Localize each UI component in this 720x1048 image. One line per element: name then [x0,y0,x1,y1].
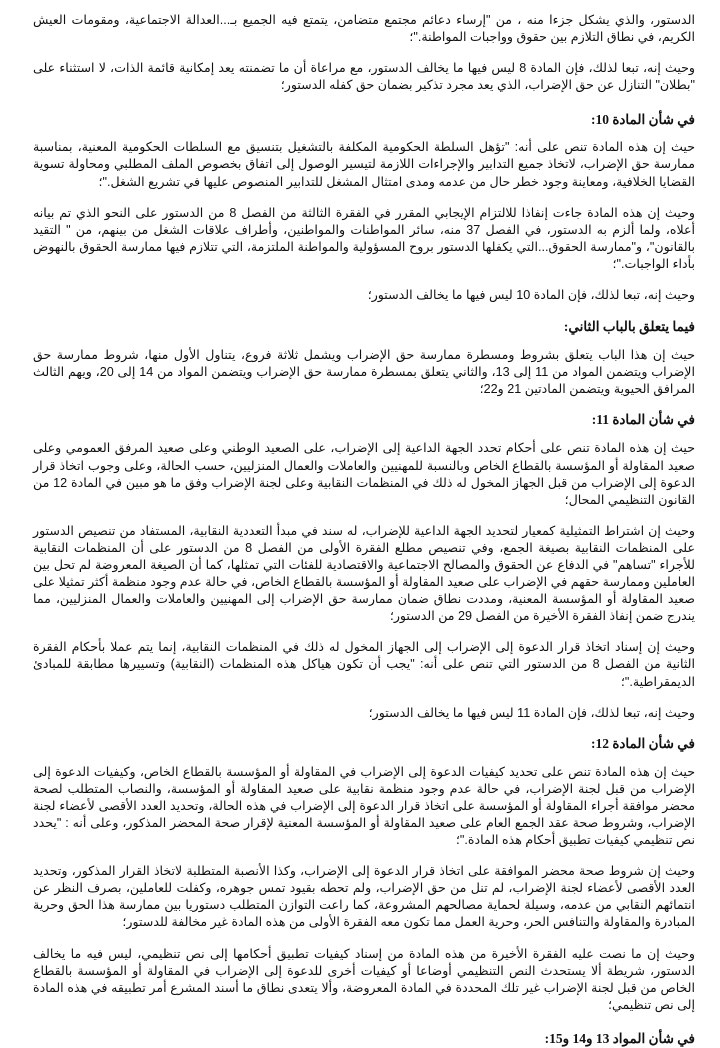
paragraph-article-11-text: حيث إن هذه المادة تنص على أحكام تحدد الجهة الداعية إلى الإضراب، على الصعيد الوطني وعلى صعيد المرفق العمومي وعلى صعيد المقاولة أو المؤسسة بالقطاع الخاص وبالنسبة للمهنيين والعاملات والعمال المنزليين، حسب الحالة، وعلى وجوب اتخاذ قرار الدعوة إلى الإضراب من قبل الجهاز المخول له ذلك في المنظمات النقابية وعلى لجنة الإضراب وفق ما هو مبين في المادة 12 من القانون التنظيمي المحال؛ [33,441,695,507]
paragraph-article-12-text: حيث إن هذه المادة تنص على تحديد كيفيات الدعوة إلى الإضراب في المقاولة أو المؤسسة بالقطاع الخاص، وكيفيات الدعوة إلى الإضراب من قبل لجنة الإضراب، في حالة عدم وجود منظمة نقابية على صعيد المقاولة أو المؤسسة، والنصاب المتطلب لصحة محضر موافقة أجراء المقاولة أو المؤسسة على اتخاذ قرار الدعوة إلى الإضراب في هذه الحالة، وتحديد العدد الأقصى لأعضاء لجنة الإضراب، وشروط صحة عقد الجمع العام على صعيد المقاولة أو المؤسسة المعنية لإقرار صحة المحضر المذكور، وعلى أنه : "يحدد نص تنظيمي كيفيات تطبيق أحكام هذه المادة."؛ [33,764,695,848]
paragraph-article-11-delegation: وحيث إن إسناد اتخاذ قرار الدعوة إلى الإضراب إلى الجهاز المخول له ذلك في المنظمات النقابية، إنما يتم عملا بأحكام الفقرة الثانية من الفصل 8 من الدستور التي تنص على أنه: "يجب أن تكون هياكل هذه المنظمات (النقابية) وتسييرها مطابقة للمبادئ الديمقراطية."؛ [33,640,695,689]
heading-article-10: في شأن المادة 10: [590,112,695,128]
paragraph-article-11-representativeness: وحيث إن اشتراط التمثيلية كمعيار لتحديد الجهة الداعية للإضراب، له سند في مبدأ التعددية النقابية، المستفاد من تنصيص الدستور على المنظمات النقابية بصيغة الجمع، وفي تنصيص مطلع الفقرة الأولى من الفصل 8 من الدستور على أن المنظمات النقابية للأجراء "تساهم" في الدفاع عن الحقوق والمصالح الاجتماعية والاقتصادية للفئات التي تمثلها، كما أن الصيغة المعروضة لم تحل بين العاملين وممارسة حقهم في الإضراب على صعيد المقاولة أو المؤسسة بالقطاع الخاص، في حالة عدم وجود منظمة أكثر تمثيلا على صعيد المقاولة أو المؤسسة المعنية، ومددت نطاق ضمان ممارسة حق الإضراب إلى المهنيين والعاملات والعمال المنزليين، مما يندرج ضمن إنفاذ الفقرة الأخيرة من الفصل 29 من الدستور؛ [33,523,695,624]
paragraph-article-10-text: حيث إن هذه المادة تنص على أنه: "تؤهل السلطة الحكومية المكلفة بالتشغيل بتنسيق مع السلطات الحكومية المعنية، بمناسبة ممارسة حق الإضراب، لاتخاذ جميع التدابير والإجراءات اللازمة لتيسير الوصول إلى اتفاق بخصوص الملف المطلبي ومحاولة تسوية القضايا الخلافية، ومعاينة وجود خطر حال من عدمه ومدى امتثال المشغل للتدابير المنصوص عليها في تشريع الشغل."؛ [33,140,695,189]
paragraph-article-11-conclusion: وحيث إنه، تبعا لذلك، فإن المادة 11 ليس فيها ما يخالف الدستور؛ [368,705,695,720]
paragraph-article-12-regulatory-text: وحيث إن ما نصت عليه الفقرة الأخيرة من هذه المادة من إسناد كيفيات تطبيق أحكامها إلى نص تنظيمي، ليس فيه ما يخالف الدستور، شريطة ألا يستحدث النص التنظيمي أوضاعا أو كيفيات أخرى للدعوة إلى الإضراب في المقاولة أو المؤسسة بالقطاع الخاص من قبل لجنة الإضراب غير تلك المحددة في المادة المعروضة، وألا يتعدى نطاق ما أسند المشرع أمر تطبيقه في هذه المادة إلى نص تنظيمي؛ [33,946,695,1012]
paragraph-chapter-two-summary: حيث إن هذا الباب يتعلق بشروط ومسطرة ممارسة حق الإضراب ويشمل ثلاثة فروع، يتناول الأول منها، شروط ممارسة حق الإضراب ويتضمن المواد من 11 إلى 13، والثاني يتعلق بمسطرة ممارسة حق الإضراب ويتضمن المواد من 14 إلى 20، ويهم الثالث المرافق الحيوية ويتضمن المادتين 21 و22؛ [33,348,695,397]
heading-chapter-two: فيما يتعلق بالباب الثاني: [563,319,695,335]
paragraph-constitution-citation: الدستور، والذي يشكل جزءا منه ، من "إرساء دعائم مجتمع متضامن، يتمتع فيه الجميع بـ...العدالة الاجتماعية، ومقومات العيش الكريم، في نطاق التلازم بين حقوق وواجبات المواطنة."؛ [33,13,695,45]
paragraph-article-8-conclusion: وحيث إنه، تبعا لذلك، فإن المادة 8 ليس فيها ما يخالف الدستور، مع مراعاة أن ما تضمنته يعد إمكانية قائمة الذات، لا استثناء على "بطلان" التنازل عن حق الإضراب، الذي يعد مجرد تذكير بضمان حق كفله الدستور؛ [33,61,696,93]
paragraph-article-10-analysis: وحيث إن هذه المادة جاءت إنفاذا للالتزام الإيجابي المقرر في الفقرة الثالثة من الفصل 8 من الدستور على النحو الذي تم بيانه أعلاه، ولما ألزم به الدستور، في الفصل 37 منه، سائر المواطنات والمواطنين، وأطراف علاقات الشغل من بينهم، من " التقيد بالقانون"، و"ممارسة الحقوق...التي يكفلها الدستور بروح المسؤولية والمواطنة الملتزمة، التي تتلازم فيها ممارسة الحقوق بالنهوض بأداء الواجبات."؛ [33,205,695,271]
heading-article-11: في شأن المادة 11: [591,412,695,428]
paragraph-article-12-conditions: وحيث إن شروط صحة محضر الموافقة على اتخاذ قرار الدعوة إلى الإضراب، وكذا الأنصبة المتطلبة لاتخاذ القرار المذكور، وتحديد العدد الأقصى لأعضاء لجنة الإضراب، لم تنل من حق الإضراب، ولم تحطه بقيود تمس جوهره، وكفلت للعاملين، بصرف النظر عن انتمائهم النقابي من عدمه، وسيلة لحماية مصالحهم المشروعة، كما راعت التوازن المتطلب دستوريا بين ممارسة هذا الحق وحرية المبادرة والمقاولة والتنافس الحر، وحرية العمل مما تكون معه الفقرة الأولى من هذه المادة غير مخالفة للدستور؛ [33,864,695,930]
heading-article-12: في شأن المادة 12: [590,735,695,751]
paragraph-article-10-conclusion: وحيث إنه، تبعا لذلك، فإن المادة 10 ليس فيها ما يخالف الدستور؛ [367,288,695,303]
heading-articles-13-14-15: في شأن المواد 13 و14 و15: [544,1030,695,1046]
